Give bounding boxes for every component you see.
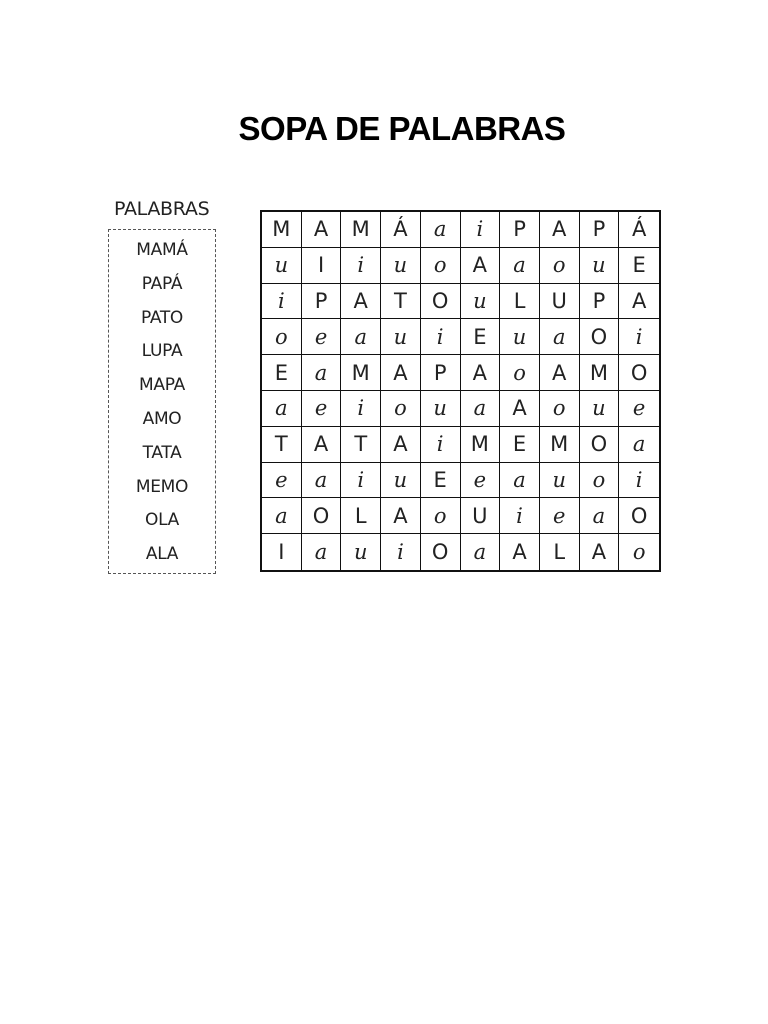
- grid-cell[interactable]: i: [461, 212, 501, 248]
- grid-cell[interactable]: I: [262, 534, 302, 570]
- grid-cell[interactable]: i: [341, 463, 381, 499]
- grid-cell[interactable]: u: [500, 319, 540, 355]
- grid-cell[interactable]: a: [302, 463, 342, 499]
- word-list-item: TATA: [142, 442, 182, 463]
- grid-cell[interactable]: O: [580, 427, 620, 463]
- grid-cell[interactable]: o: [381, 391, 421, 427]
- grid-cell[interactable]: A: [381, 427, 421, 463]
- grid-cell[interactable]: A: [461, 248, 501, 284]
- grid-cell[interactable]: i: [421, 319, 461, 355]
- grid-cell[interactable]: u: [341, 534, 381, 570]
- grid-cell[interactable]: e: [302, 319, 342, 355]
- grid-cell[interactable]: a: [461, 534, 501, 570]
- grid-cell[interactable]: L: [540, 534, 580, 570]
- grid-cell[interactable]: T: [262, 427, 302, 463]
- grid-cell[interactable]: P: [302, 284, 342, 320]
- grid-cell[interactable]: U: [540, 284, 580, 320]
- grid-cell[interactable]: A: [500, 391, 540, 427]
- grid-cell[interactable]: a: [461, 391, 501, 427]
- grid-cell[interactable]: a: [619, 427, 659, 463]
- grid-cell[interactable]: A: [341, 284, 381, 320]
- grid-cell[interactable]: M: [461, 427, 501, 463]
- grid-cell[interactable]: P: [421, 355, 461, 391]
- grid-cell[interactable]: E: [421, 463, 461, 499]
- grid-cell[interactable]: i: [381, 534, 421, 570]
- grid-cell[interactable]: O: [619, 355, 659, 391]
- grid-cell[interactable]: Á: [619, 212, 659, 248]
- grid-cell[interactable]: P: [500, 212, 540, 248]
- grid-cell[interactable]: u: [381, 319, 421, 355]
- grid-cell[interactable]: T: [341, 427, 381, 463]
- word-list-item: PATO: [140, 307, 184, 328]
- grid-cell[interactable]: A: [580, 534, 620, 570]
- grid-cell[interactable]: e: [262, 463, 302, 499]
- grid-cell[interactable]: A: [540, 355, 580, 391]
- grid-cell[interactable]: a: [421, 212, 461, 248]
- word-list-item: MEMO: [135, 476, 189, 497]
- grid-cell[interactable]: i: [341, 391, 381, 427]
- word-list-item: PAPÁ: [141, 273, 183, 294]
- word-list-item: OLA: [145, 510, 179, 531]
- grid-cell[interactable]: L: [500, 284, 540, 320]
- grid-cell[interactable]: e: [302, 391, 342, 427]
- grid-cell[interactable]: i: [619, 463, 659, 499]
- grid-cell[interactable]: M: [580, 355, 620, 391]
- grid-cell[interactable]: a: [500, 248, 540, 284]
- grid-cell[interactable]: M: [540, 427, 580, 463]
- page-title: SOPA DE PALABRAS: [238, 110, 566, 147]
- grid-cell[interactable]: a: [302, 355, 342, 391]
- grid-cell[interactable]: A: [381, 498, 421, 534]
- grid-cell[interactable]: a: [500, 463, 540, 499]
- grid-cell[interactable]: a: [341, 319, 381, 355]
- grid-cell[interactable]: i: [262, 284, 302, 320]
- grid-cell[interactable]: u: [381, 248, 421, 284]
- grid-cell[interactable]: o: [500, 355, 540, 391]
- word-list-item: MAPA: [139, 375, 185, 396]
- grid-cell[interactable]: A: [500, 534, 540, 570]
- grid-cell[interactable]: E: [619, 248, 659, 284]
- grid-cell[interactable]: o: [421, 248, 461, 284]
- grid-cell[interactable]: u: [381, 463, 421, 499]
- grid-cell[interactable]: e: [461, 463, 501, 499]
- grid-cell[interactable]: a: [540, 319, 580, 355]
- grid-cell[interactable]: o: [540, 391, 580, 427]
- grid-cell[interactable]: u: [580, 248, 620, 284]
- grid-cell[interactable]: M: [262, 212, 302, 248]
- word-search-grid: [260, 210, 661, 572]
- grid-cell[interactable]: a: [580, 498, 620, 534]
- grid-cell[interactable]: i: [341, 248, 381, 284]
- grid-cell[interactable]: e: [619, 391, 659, 427]
- grid-cell[interactable]: A: [381, 355, 421, 391]
- grid-cell[interactable]: Á: [381, 212, 421, 248]
- grid-cell[interactable]: A: [619, 284, 659, 320]
- grid-cell[interactable]: T: [381, 284, 421, 320]
- grid-cell[interactable]: O: [619, 498, 659, 534]
- grid-cell[interactable]: a: [302, 534, 342, 570]
- grid-cell[interactable]: a: [262, 391, 302, 427]
- word-list-item: MAMÁ: [136, 240, 188, 260]
- grid-cell[interactable]: u: [262, 248, 302, 284]
- grid-cell[interactable]: A: [461, 355, 501, 391]
- grid-cell[interactable]: o: [262, 319, 302, 355]
- grid-cell[interactable]: o: [540, 248, 580, 284]
- word-list-item: AMO: [142, 408, 182, 429]
- grid-cell[interactable]: O: [580, 319, 620, 355]
- grid-cell[interactable]: o: [632, 540, 646, 565]
- grid-cell[interactable]: u: [540, 463, 580, 499]
- grid-cell[interactable]: P: [580, 212, 620, 248]
- grid-cell[interactable]: e: [540, 498, 580, 534]
- grid-cell[interactable]: i: [619, 319, 659, 355]
- grid-cell[interactable]: A: [302, 212, 342, 248]
- grid-cell[interactable]: i: [421, 427, 461, 463]
- word-list: [109, 234, 215, 572]
- grid-cell[interactable]: L: [341, 498, 381, 534]
- grid-cell[interactable]: I: [302, 248, 342, 284]
- grid-cell[interactable]: O: [421, 534, 461, 570]
- grid-cell[interactable]: u: [580, 391, 620, 427]
- grid-cell[interactable]: U: [461, 498, 501, 534]
- grid-cell[interactable]: E: [461, 319, 501, 355]
- grid-cell[interactable]: O: [421, 284, 461, 320]
- grid-cell[interactable]: u: [421, 391, 461, 427]
- word-list-box: [108, 229, 216, 574]
- grid-cell[interactable]: M: [341, 355, 381, 391]
- word-list-heading: PALABRAS: [114, 198, 210, 220]
- word-list-item: LUPA: [141, 341, 183, 362]
- grid-cell[interactable]: M: [341, 212, 381, 248]
- grid-cell[interactable]: E: [262, 355, 302, 391]
- grid-cell[interactable]: E: [500, 427, 540, 463]
- grid-cell[interactable]: o: [580, 463, 620, 499]
- grid-cell[interactable]: P: [580, 284, 620, 320]
- grid-cell[interactable]: A: [302, 427, 342, 463]
- grid-cell[interactable]: A: [540, 212, 580, 248]
- grid-cell[interactable]: o: [421, 498, 461, 534]
- grid-cell[interactable]: i: [500, 498, 540, 534]
- grid-cell[interactable]: a: [262, 498, 302, 534]
- grid-cell[interactable]: u: [461, 284, 501, 320]
- grid-cell[interactable]: O: [302, 498, 342, 534]
- word-list-item: ALA: [145, 544, 179, 565]
